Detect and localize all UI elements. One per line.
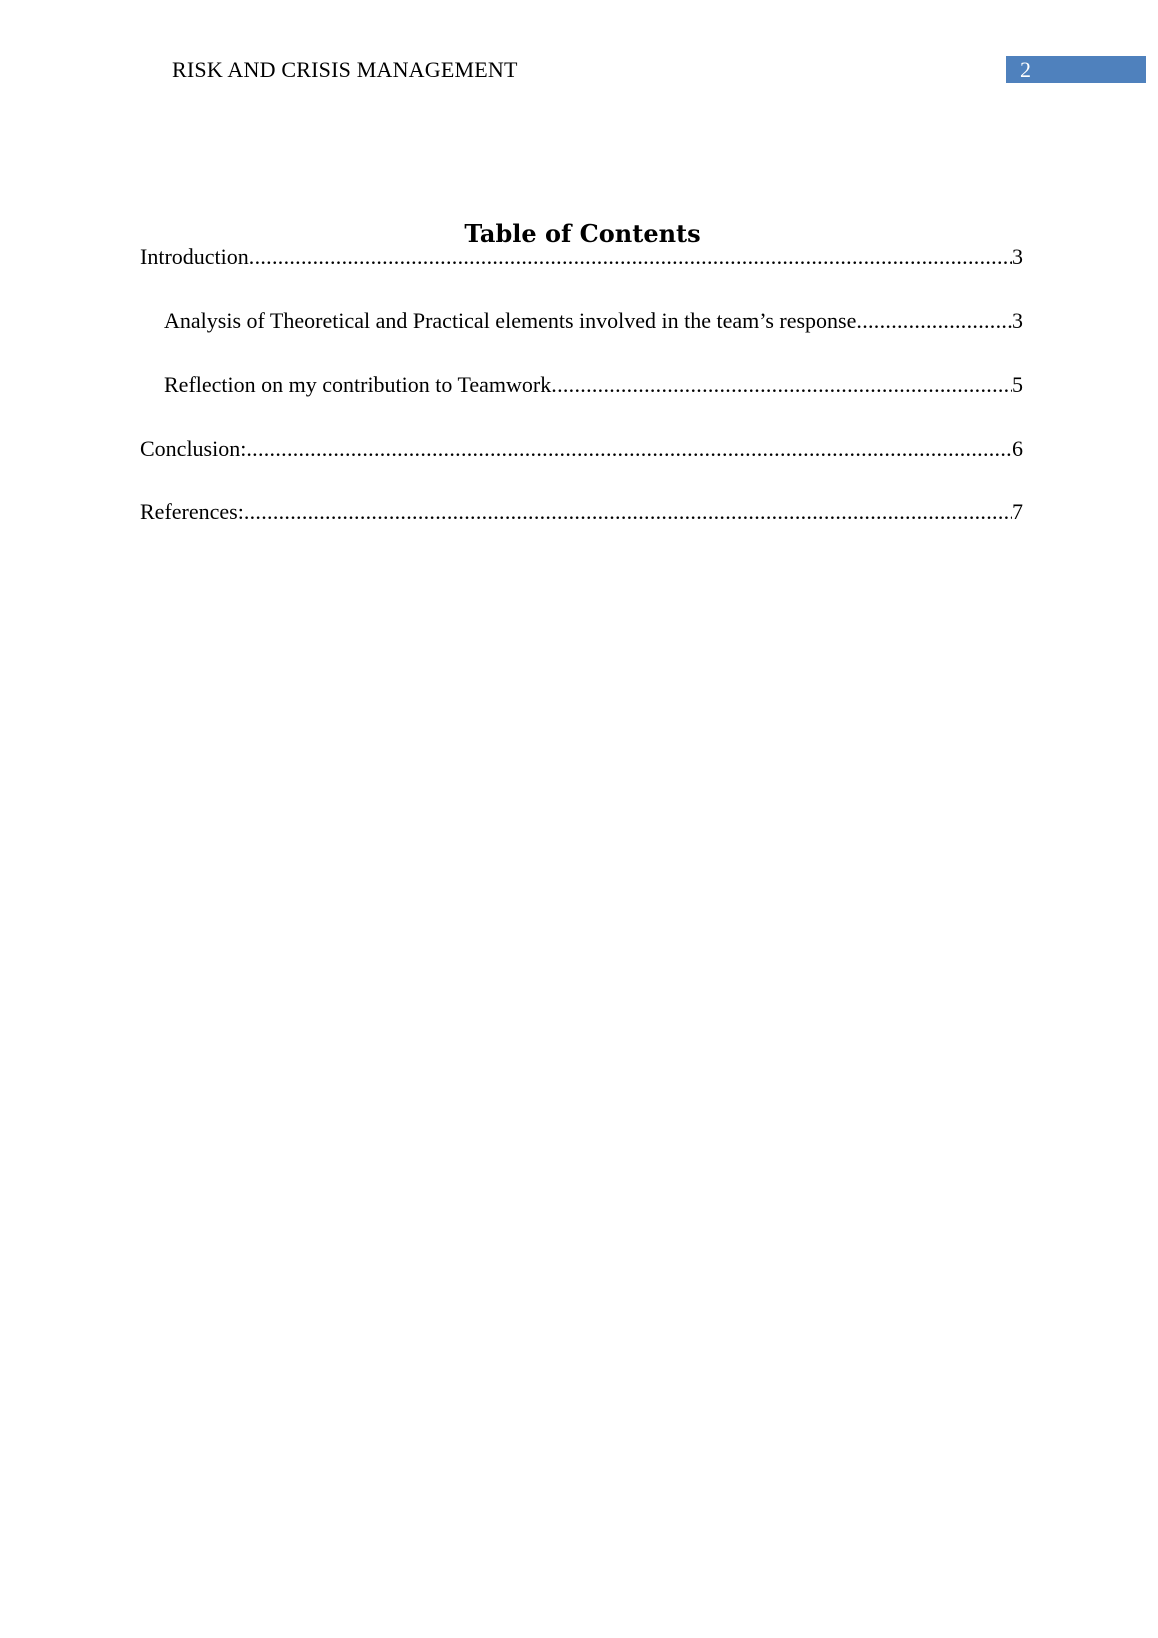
- page-number: 2: [1020, 57, 1031, 82]
- toc-dot-leader: [551, 371, 1012, 399]
- toc-entry-page: 6: [1012, 436, 1023, 461]
- toc-dot-leader: [244, 498, 1012, 526]
- toc-entry-page: 5: [1012, 372, 1023, 397]
- toc-dot-leader: [856, 307, 1012, 335]
- running-head: RISK AND CRISIS MANAGEMENT: [172, 57, 518, 82]
- toc-entry-label: Conclusion:: [140, 436, 247, 461]
- toc-entry-analysis[interactable]: [164, 307, 1023, 335]
- toc-entry-introduction[interactable]: [140, 243, 1023, 271]
- toc-entry-label: Introduction: [140, 244, 249, 269]
- toc-dot-leader: [249, 243, 1012, 271]
- toc-entry-label: Analysis of Theoretical and Practical elements involved in the team’s response: [164, 308, 857, 333]
- toc-entry-conclusion[interactable]: [140, 435, 1023, 463]
- toc-entry-references[interactable]: [140, 498, 1023, 526]
- toc-entry-page: 7: [1012, 499, 1023, 524]
- toc-entry-reflection[interactable]: [164, 371, 1023, 399]
- toc-entry-label: References:: [140, 499, 244, 524]
- toc-heading: Table of Contents: [464, 219, 701, 248]
- toc-entry-label: Reflection on my contribution to Teamwork: [164, 372, 552, 397]
- page-number-badge: [1006, 56, 1146, 83]
- toc-entry-page: 3: [1012, 244, 1023, 269]
- toc-entry-page: 3: [1012, 308, 1023, 333]
- toc-dot-leader: [246, 435, 1012, 463]
